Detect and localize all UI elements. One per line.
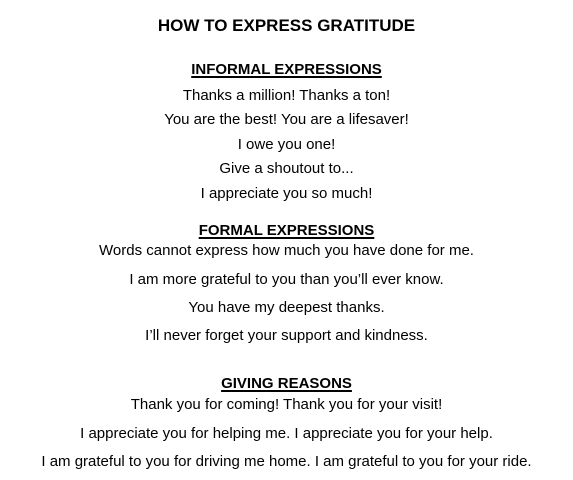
formal-line: I am more grateful to you than you’ll ever know.: [129, 271, 444, 288]
informal-line: I appreciate you so much!: [200, 185, 373, 202]
reasons-line: Thank you for coming! Thank you for your visit!: [130, 396, 443, 413]
page-title: HOW TO EXPRESS GRATITUDE: [157, 16, 416, 35]
section-heading-informal: INFORMAL EXPRESSIONS: [191, 61, 382, 78]
formal-line: Words cannot express how much you have done for me.: [99, 242, 474, 259]
informal-line: I owe you one!: [237, 136, 336, 153]
informal-line: Give a shoutout to...: [219, 160, 354, 177]
informal-line: Thanks a million! Thanks a ton!: [182, 87, 391, 104]
section-heading-formal: FORMAL EXPRESSIONS: [198, 222, 375, 239]
informal-line: You are the best! You are a lifesaver!: [164, 111, 409, 128]
reasons-line: I appreciate you for helping me. I appreciate you for your help.: [80, 425, 493, 442]
reasons-line: I am grateful to you for driving me home. I am grateful to you for your ride.: [41, 453, 532, 470]
section-heading-reasons: GIVING REASONS: [221, 375, 352, 392]
formal-line: You have my deepest thanks.: [188, 299, 385, 316]
formal-line: I’ll never forget your support and kindness.: [145, 327, 428, 344]
